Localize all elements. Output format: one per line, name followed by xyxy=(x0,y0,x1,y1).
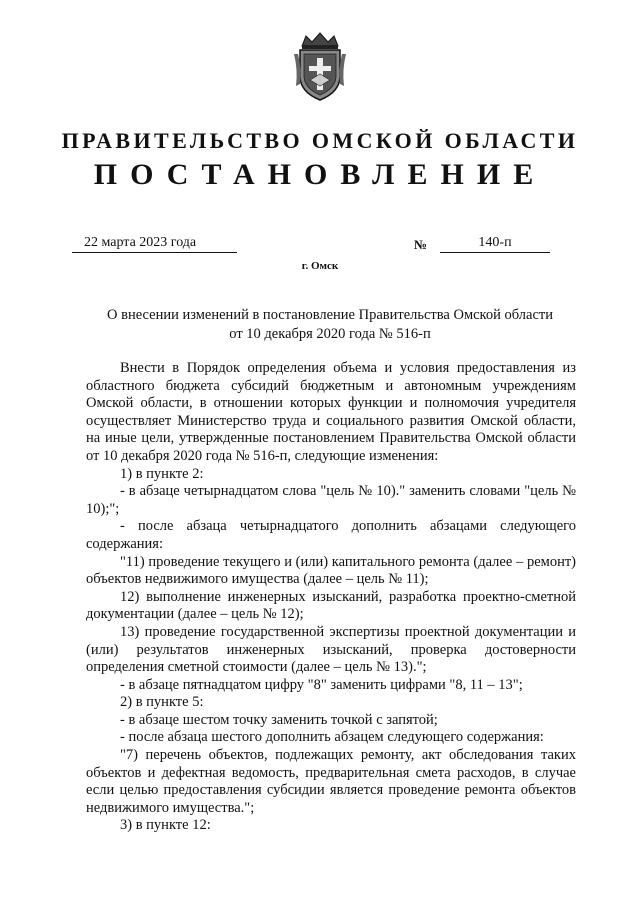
document-subject xyxy=(80,306,580,344)
body-paragraph: 13) проведение государственной экспертизы проектной документации и (или) результатов инженерных изысканий, проверка достоверности определения сметной стоимости (далее – цель № 13)."; xyxy=(86,623,576,676)
document-type-title: ПОСТАНОВЛЕНИЕ xyxy=(93,158,547,191)
body-paragraph: 2) в пункте 5: xyxy=(120,694,204,711)
coat-of-arms-icon xyxy=(292,30,348,102)
body-paragraph: - в абзаце пятнадцатом цифру "8" заменить цифрами "8, 11 – 13"; xyxy=(120,676,523,693)
body-paragraph: "11) проведение текущего и (или) капитального ремонта (далее – ремонт) объектов недвижимого имущества (далее – цель № 11); xyxy=(86,553,576,588)
body-paragraph: 12) выполнение инженерных изысканий, разработка проектно-сметной документации (далее – цель № 12); xyxy=(86,588,576,623)
body-paragraph: 3) в пункте 12: xyxy=(120,817,211,834)
body-paragraph: "7) перечень объектов, подлежащих ремонту, акт обследования таких объектов и дефектная ведомость, предварительная смета расходов, в случае если целью предоставления субсидии является проведение ремонта объектов недвижимого имущества."; xyxy=(86,747,576,816)
subject-line-2: от 10 декабря 2020 года № 516-п xyxy=(229,326,431,342)
body-paragraph: - в абзаце шестом точку заменить точкой с запятой; xyxy=(120,711,438,728)
body-paragraph: - после абзаца четырнадцатого дополнить абзацами следующего содержания: xyxy=(86,518,576,552)
organization-title: ПРАВИТЕЛЬСТВО ОМСКОЙ ОБЛАСТИ xyxy=(61,128,579,153)
subject-line-1: О внесении изменений в постановление Правительства Омской области xyxy=(107,307,553,323)
body-paragraph: - в абзаце четырнадцатом слова "цель № 10)." заменить словами "цель № 10);"; xyxy=(86,483,576,517)
document-number: 140-п xyxy=(440,234,550,253)
number-label: № xyxy=(414,237,428,252)
body-paragraph: 1) в пункте 2: xyxy=(120,465,204,482)
document-date: 22 марта 2023 года xyxy=(72,234,237,253)
body-paragraph: Внести в Порядок определения объема и условия предоставления из областного бюджета субсидий бюджетным и автономным учреждениям Омской области, в отношении которых функции и полномочия учредителя осуществляет Министерство труда и социального развития Омской области, на иные цели, утвержденные постановлением Правительства Омской области от 10 декабря 2020 года № 516-п, следующие изменения: xyxy=(86,360,576,464)
document-body xyxy=(86,360,576,835)
city-label: г. Омск xyxy=(301,260,339,272)
body-paragraph: - после абзаца шестого дополнить абзацем следующего содержания: xyxy=(120,729,544,746)
